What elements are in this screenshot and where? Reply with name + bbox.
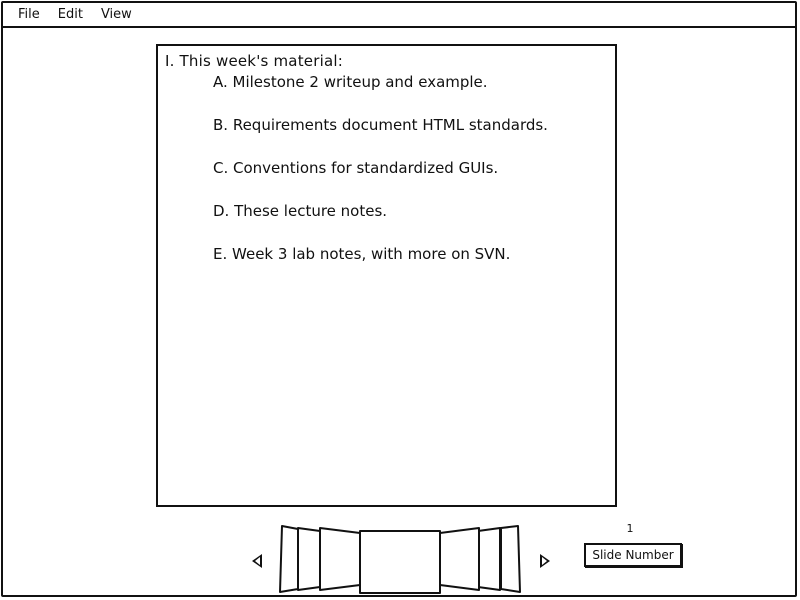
carousel-thumb-left-1[interactable] bbox=[320, 528, 360, 590]
outline-item: B. Requirements document HTML standards. bbox=[213, 116, 548, 134]
slide-outline bbox=[213, 73, 548, 288]
slide-canvas bbox=[156, 44, 617, 507]
outline-item: A. Milestone 2 writeup and example. bbox=[213, 73, 488, 91]
carousel-thumb-current[interactable] bbox=[360, 531, 440, 593]
outline-item: C. Conventions for standardized GUIs. bbox=[213, 159, 499, 177]
previous-slide-icon[interactable] bbox=[252, 554, 262, 568]
carousel-thumb-left-3[interactable] bbox=[280, 526, 298, 592]
next-slide-icon[interactable] bbox=[540, 554, 550, 568]
slide-number-value: 1 bbox=[626, 522, 634, 535]
slide-heading: I. This week's material: bbox=[165, 52, 343, 70]
carousel-thumb-left-2[interactable] bbox=[298, 528, 320, 590]
menu-bar bbox=[2, 2, 796, 28]
slide-number-button[interactable]: Slide Number bbox=[584, 543, 682, 567]
outline-item: E. Week 3 lab notes, with more on SVN. bbox=[213, 245, 511, 263]
outline-item: D. These lecture notes. bbox=[213, 202, 388, 220]
menu-view[interactable]: View bbox=[100, 6, 132, 22]
slide-carousel bbox=[276, 522, 524, 596]
menu-file[interactable]: File bbox=[18, 6, 40, 22]
menu-edit[interactable]: Edit bbox=[57, 6, 83, 22]
carousel-thumb-right-3[interactable] bbox=[501, 526, 520, 592]
carousel-thumb-right-2[interactable] bbox=[478, 528, 500, 590]
carousel-thumb-right-1[interactable] bbox=[440, 528, 479, 590]
